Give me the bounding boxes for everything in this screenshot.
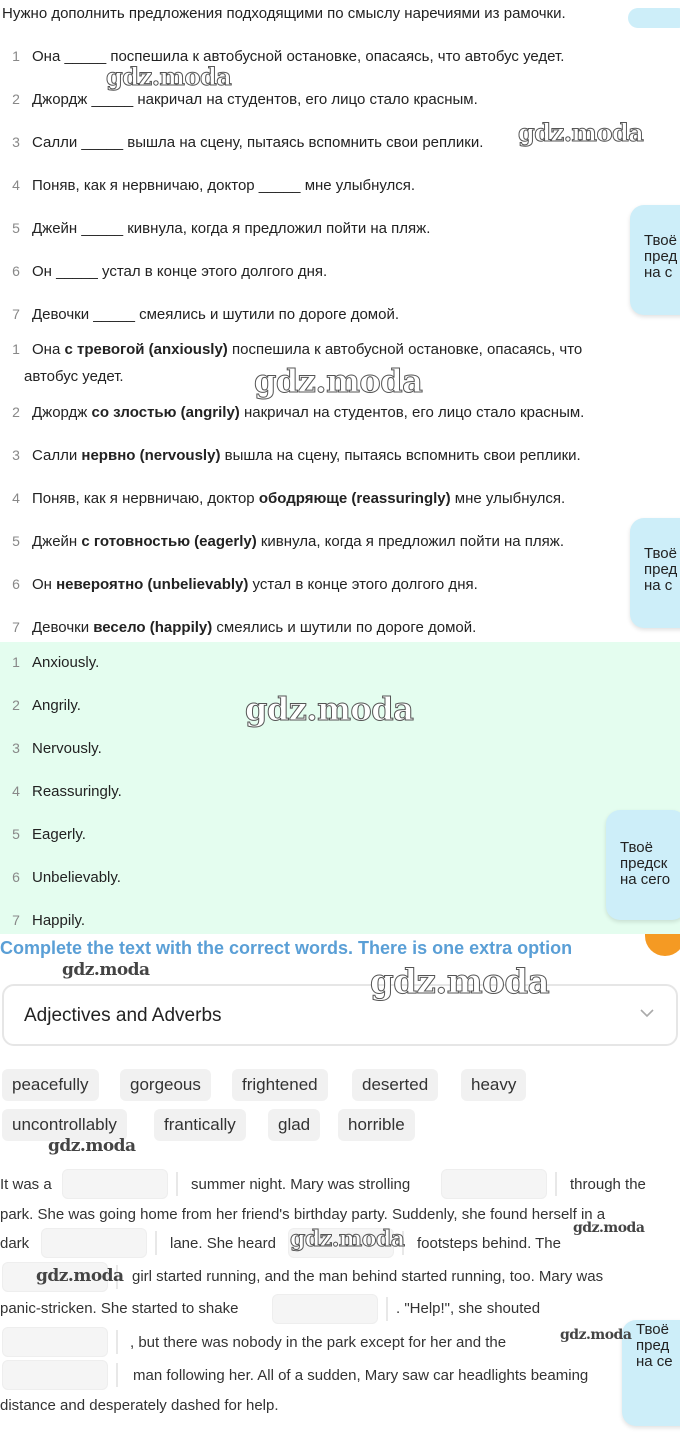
watermark-logo: gdz.moda [370, 962, 550, 1002]
word-chip[interactable]: heavy [461, 1069, 526, 1101]
item-text: кивнула, когда я предложил пойти на пляж. [256, 533, 564, 550]
divider [386, 1297, 388, 1321]
item-number: 3 [12, 447, 20, 463]
chat-bubble[interactable] [630, 518, 680, 628]
item-number: 1 [12, 341, 20, 357]
text-fragment: man following her. All of a sudden, Mary saw car headlights beaming [133, 1367, 589, 1384]
answer-item [0, 648, 650, 677]
question-item [0, 214, 650, 243]
text-fragment: through the [570, 1176, 646, 1193]
item-text: смеялись и шутили по дороге домой. [212, 619, 477, 636]
chat-line: на с [644, 264, 673, 281]
question-item [0, 42, 650, 71]
answer-gap[interactable] [2, 1327, 108, 1357]
item-text: Девочки _____ смеялись и шутили по дороге домой. [32, 306, 399, 323]
item-text: Она _____ поспешила к автобусной остановке, опасаясь, что автобус уедет. [32, 48, 565, 65]
item-number: 7 [12, 619, 20, 635]
text-fragment: park. She was going home from her friend's birthday party. Suddenly, she found herself in a [0, 1206, 606, 1223]
item-number: 2 [12, 697, 20, 713]
highlight-word: с готовностью (eagerly) [81, 533, 257, 550]
word-chip[interactable]: frightened [232, 1069, 328, 1101]
answer-item [0, 734, 650, 763]
item-text: Он [32, 576, 57, 593]
exercise-title: Complete the text with the correct words. There is one extra option [0, 938, 573, 958]
item-number: 6 [12, 263, 20, 279]
accent-shape [645, 934, 680, 956]
watermark-logo: gdz.moda [254, 362, 423, 400]
chat-line: на с [644, 577, 673, 594]
item-number: 6 [12, 869, 20, 885]
text-fragment: girl started running, and the man behind started running, too. Mary was [132, 1268, 604, 1285]
item-text: Джордж _____ накричал на студентов, его лицо стало красным. [32, 91, 478, 108]
item-number: 2 [12, 404, 20, 420]
chat-line: пред [644, 561, 678, 578]
item-text: Она [32, 341, 65, 358]
question-item [0, 257, 650, 286]
item-number: 5 [12, 533, 20, 549]
highlight-word: невероятно (unbelievably) [56, 576, 249, 593]
chat-line: на се [636, 1353, 673, 1370]
text-fragment: distance and desperately dashed for help. [0, 1397, 279, 1414]
answer-gap[interactable] [2, 1360, 108, 1390]
item-text: Unbelievably. [32, 869, 121, 886]
watermark-logo: gdz.moda [518, 118, 644, 147]
highlight-word: нервно (nervously) [81, 447, 221, 464]
chat-line: пред [636, 1337, 670, 1354]
item-text-continued: автобус уедет. [24, 368, 124, 385]
watermark-logo: gdz.moda [106, 62, 232, 91]
watermark-logo: gdz.moda [48, 1136, 136, 1156]
chat-bubble[interactable] [606, 810, 680, 920]
question-item [0, 85, 650, 114]
item-text: Поняв, как я нервничаю, доктор _____ мне улыбнулся. [32, 177, 416, 194]
word-chip[interactable]: deserted [352, 1069, 438, 1101]
item-text: мне улыбнулся. [450, 490, 566, 507]
item-text: Салли [32, 447, 82, 464]
answer-item [0, 906, 650, 935]
question-item [0, 171, 650, 200]
instruction-text: Нужно дополнить предложения подходящими по смыслу наречиями из рамочки. [2, 5, 566, 22]
highlight-word: весело (happily) [93, 619, 213, 636]
word-chip[interactable]: frantically [154, 1109, 246, 1141]
item-text: Он _____ устал в конце этого долгого дня. [32, 263, 328, 280]
translation-item [0, 484, 650, 513]
text-fragment: footsteps behind. The [417, 1235, 561, 1252]
divider [555, 1172, 557, 1196]
item-number: 6 [12, 576, 20, 592]
chat-line: Твоё [644, 232, 677, 249]
item-number: 1 [12, 48, 20, 64]
answer-item [0, 863, 650, 892]
item-number: 4 [12, 783, 20, 799]
item-text: Angrily. [32, 697, 81, 714]
word-chip[interactable]: gorgeous [120, 1069, 211, 1101]
answer-gap[interactable] [441, 1169, 547, 1199]
item-number: 5 [12, 826, 20, 842]
divider [116, 1363, 118, 1387]
item-text: Nervously. [32, 740, 102, 757]
translation-item [0, 398, 650, 427]
text-fragment: . "Help!", she shouted [396, 1300, 541, 1317]
item-text: Джейн _____ кивнула, когда я предложил пойти на пляж. [32, 220, 431, 237]
translation-item [0, 613, 650, 642]
word-chip[interactable]: uncontrollably [2, 1109, 127, 1141]
item-text: Джейн [32, 533, 82, 550]
text-fragment: It was a [0, 1176, 52, 1193]
chevron-down-icon [638, 1004, 656, 1022]
category-select[interactable] [2, 984, 678, 1046]
item-text: Happily. [32, 912, 86, 929]
item-text: Девочки [32, 619, 94, 636]
item-text: вышла на сцену, пытаясь вспомнить свои реплики. [220, 447, 581, 464]
item-text: Поняв, как я нервничаю, доктор [32, 490, 259, 507]
highlight-word: с тревогой (anxiously) [64, 341, 228, 358]
translation-item [0, 441, 650, 470]
watermark-logo: gdz.moda [290, 1226, 405, 1252]
item-text: устал в конце этого долгого дня. [248, 576, 478, 593]
chat-line: Твоё [644, 545, 677, 562]
word-chip[interactable]: horrible [338, 1109, 415, 1141]
watermark-logo: gdz.moda [560, 1327, 632, 1343]
item-number: 1 [12, 654, 20, 670]
item-number: 3 [12, 740, 20, 756]
watermark-logo: gdz.moda [62, 960, 150, 980]
answer-gap[interactable] [272, 1294, 378, 1324]
text-fragment: lane. She heard [170, 1235, 276, 1252]
item-number: 4 [12, 490, 20, 506]
chat-line: на сего [620, 871, 671, 888]
item-text: Anxiously. [32, 654, 100, 671]
text-fragment: dark [0, 1235, 30, 1252]
word-chip[interactable]: glad [268, 1109, 320, 1141]
chat-bubble-top[interactable] [628, 8, 680, 28]
item-number: 3 [12, 134, 20, 150]
text-fragment: panic-stricken. She started to shake [0, 1300, 239, 1317]
item-number: 7 [12, 912, 20, 928]
answer-item [0, 777, 650, 806]
text-fragment: summer night. Mary was strolling [191, 1176, 411, 1193]
chat-line: Твоё [620, 839, 653, 856]
item-text: Салли _____ вышла на сцену, пытаясь вспомнить свои реплики. [32, 134, 484, 151]
highlight-word: ободряюще (reassuringly) [258, 490, 451, 507]
watermark-logo: gdz.moda [245, 690, 414, 728]
answer-gap[interactable] [41, 1228, 147, 1258]
watermark-logo: gdz.moda [36, 1266, 124, 1286]
highlight-word: со злостью (angrily) [91, 404, 240, 421]
watermark-logo: gdz.moda [573, 1220, 645, 1236]
chat-line: пред [644, 248, 678, 265]
item-number: 5 [12, 220, 20, 236]
item-number: 2 [12, 91, 20, 107]
item-number: 4 [12, 177, 20, 193]
divider [155, 1231, 157, 1255]
item-number: 7 [12, 306, 20, 322]
select-value: Adjectives and Adverbs [24, 1005, 222, 1026]
text-fragment: , but there was nobody in the park except for her and the [130, 1334, 507, 1351]
item-text: Eagerly. [32, 826, 86, 843]
item-text: поспешила к автобусной остановке, опасаясь, что [227, 341, 583, 358]
divider [116, 1330, 118, 1354]
question-item [0, 300, 650, 329]
chat-line: предск [620, 855, 668, 872]
chat-line: Твоё [636, 1321, 669, 1338]
translation-item [0, 570, 650, 599]
translation-item [0, 527, 650, 556]
answer-gap[interactable] [62, 1169, 168, 1199]
divider [176, 1172, 178, 1196]
word-chip[interactable]: peacefully [2, 1069, 99, 1101]
chat-bubble[interactable] [630, 205, 680, 315]
item-text: Reassuringly. [32, 783, 122, 800]
item-text: накричал на студентов, его лицо стало красным. [239, 404, 585, 421]
answer-item [0, 820, 650, 849]
item-text: Джордж [32, 404, 92, 421]
